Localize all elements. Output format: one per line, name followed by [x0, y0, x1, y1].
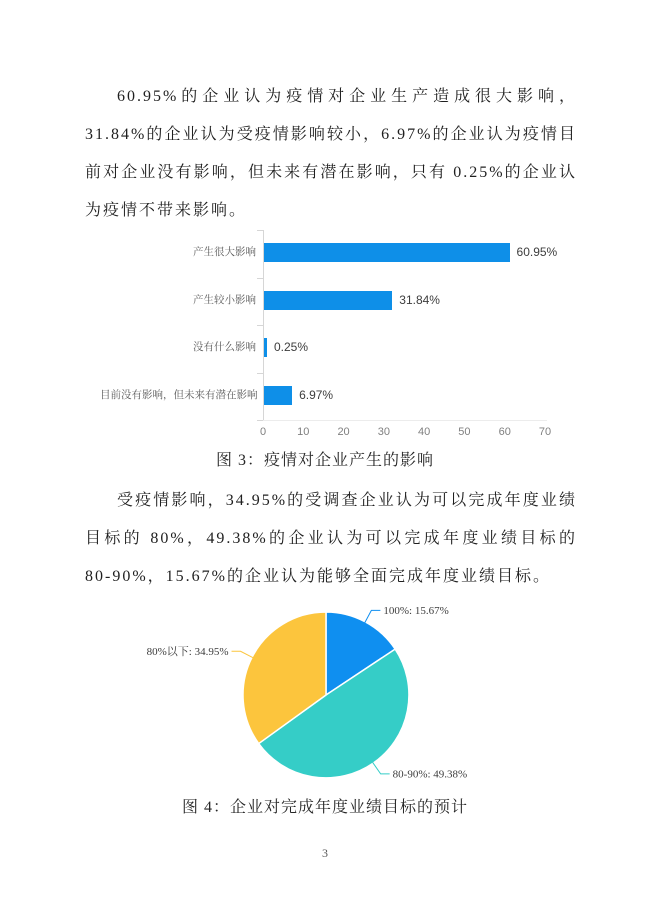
bar — [264, 291, 392, 310]
y-axis-tick — [257, 325, 263, 326]
bar-category-label: 产生很大影响 — [193, 246, 256, 258]
pie-leader-line — [373, 762, 390, 774]
bar — [264, 338, 267, 357]
x-axis-tick-label: 70 — [538, 426, 552, 438]
x-axis-tick-label: 30 — [377, 426, 390, 438]
y-axis-tick — [257, 230, 263, 231]
pie-label: 80-90%: 49.38% — [392, 768, 468, 781]
pie-label: 80%以下: 34.95% — [146, 645, 229, 658]
bar — [264, 386, 292, 405]
x-axis-tick-label: 60 — [498, 426, 511, 438]
x-axis-tick-label: 40 — [418, 426, 431, 438]
pie-label: 100%: 15.67% — [383, 604, 449, 617]
x-axis-tick-label: 20 — [337, 426, 350, 438]
figure3-caption: 图 3：疫情对企业产生的影响 — [215, 452, 434, 469]
x-axis-tick-label: 50 — [458, 426, 471, 438]
bar-category-label: 没有什么影响 — [193, 341, 256, 353]
page-number: 3 — [322, 846, 328, 860]
y-axis-tick — [257, 278, 263, 279]
x-axis-tick-label: 10 — [297, 426, 310, 438]
bar — [264, 243, 510, 262]
bar-value-label: 60.95% — [516, 245, 558, 259]
bar-value-label: 0.25% — [274, 340, 309, 354]
paragraph-2: 受疫情影响，34.95%的受调查企业认为可以完成年度业绩目标的 80%，49.38%的企业认为可以完成年度业绩目标的 80-90%，15.67%的企业认为能够全面完成年度业绩目标。 — [85, 492, 577, 585]
pie-leader-line — [232, 651, 253, 657]
pie-leader-line — [365, 610, 381, 622]
y-axis-tick — [257, 373, 263, 374]
bar-category-label: 目前没有影响，但未来有潜在影响 — [100, 388, 258, 401]
figure4-caption: 图 4：企业对完成年度业绩目标的预计 — [181, 799, 468, 816]
bar-value-label: 31.84% — [399, 292, 440, 307]
x-axis-tick-label: 0 — [259, 426, 267, 438]
bar-value-label: 6.97% — [299, 387, 334, 402]
figure4-pie-chart — [118, 588, 538, 800]
bar-category-label: 产生较小影响 — [193, 293, 256, 306]
figure3-bar-chart — [100, 230, 570, 442]
paragraph-1: 60.95%的企业认为疫情对企业生产造成很大影响，31.84%的企业认为受疫情影响较小，6.97%的企业认为疫情目前对企业没有影响，但未来有潜在影响，只有 0.25%的企业认为疫情不带来影响。 — [85, 88, 577, 219]
x-axis-line — [263, 420, 547, 421]
